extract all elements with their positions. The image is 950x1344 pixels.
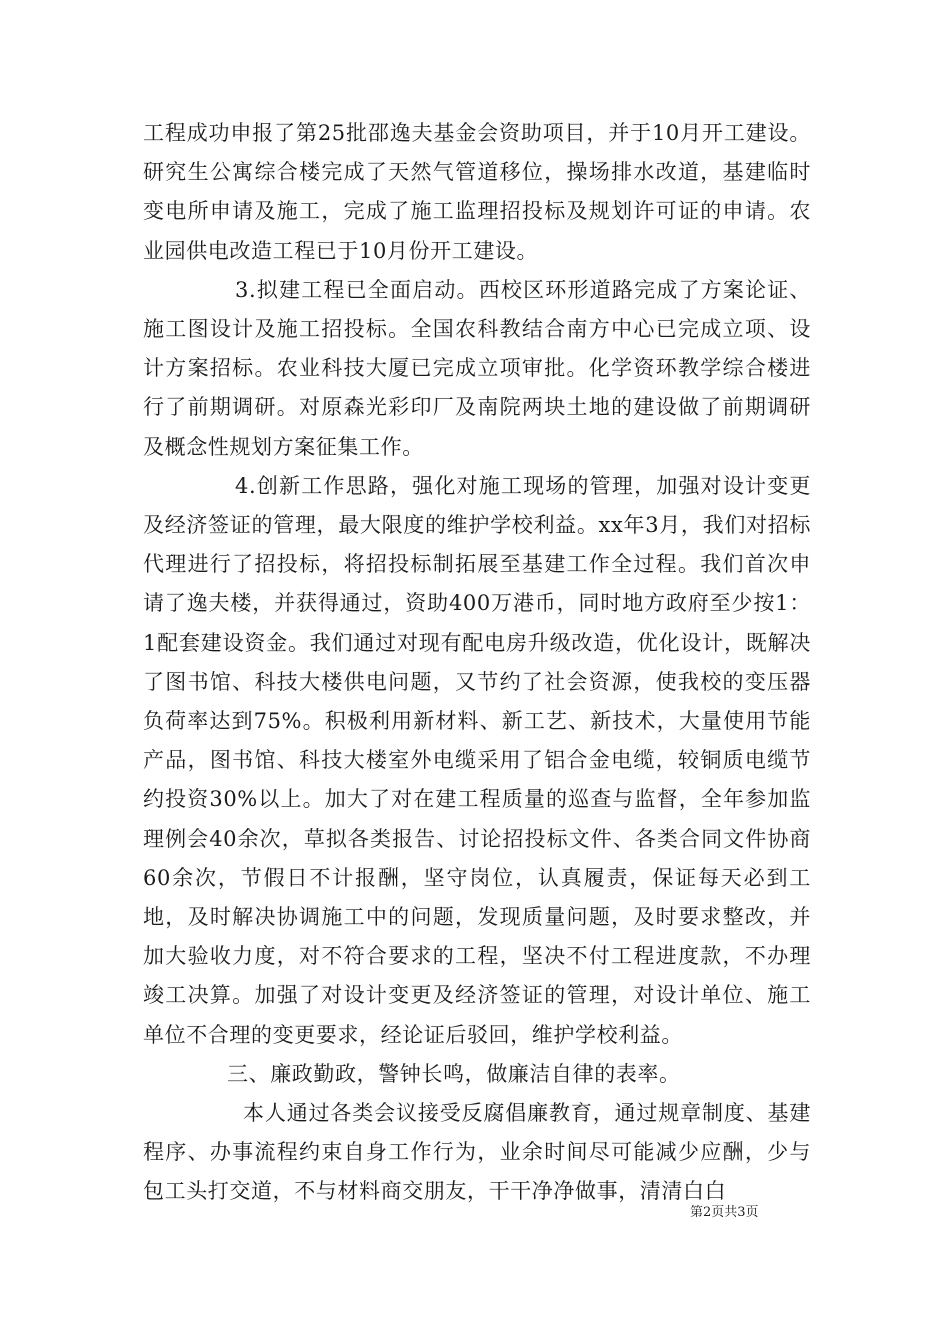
paragraph-self-discipline: 本人通过各类会议接受反腐倡廉教育，通过规章制度、基建程序、办事流程约束自身工作行为，业余时间尽可能减少应酬，少与包工头打交道，不与材料商交朋友，干干净净做事，清清白白 xyxy=(143,1101,811,1204)
page-number-footer: 第2页共3页 xyxy=(690,1205,759,1220)
paragraph-item-4: 4.创新工作思路，强化对施工现场的管理，加强对设计变更及经济签证的管理，最大限度的维护学校利益。xx年3月，我们对招标代理进行了招投标，将招投标制拓展至基建工作全过程。我们首次申请了逸夫楼，并获得通过，资助400万港币，同时地方政府至少按1：1配套建设资金。我们通过对现有配电房升级改造，优化设计，既解决了图书馆、科技大楼供电问题，又节约了社会资源，使我校的变压器负荷率达到75%。积极利用新材料、新工艺、新技术，大量使用节能产品，图书馆、科技大楼室外电缆采用了铝合金电缆，较铜质电缆节约投资30%以上。加大了对在建工程质量的巡查与监督，全年参加监理例会40余次，草拟各类报告、讨论招投标文件、各类合同文件协商60余次，节假日不计报酬，坚守岗位，认真履责，保证每天必到工地，及时解决协调施工中的问题，发现质量问题，及时要求整改，并加大验收力度，对不符合要求的工程，坚决不付工程进度款，不办理竣工决算。加强了对设计变更及经济签证的管理，对设计单位、施工单位不合理的变更要求，经论证后驳回，维护学校利益。 xyxy=(143,473,811,1047)
section-heading-3: 三、廉政勤政，警钟长鸣，做廉洁自律的表率。 xyxy=(227,1061,681,1086)
paragraph-item-3: 3.拟建工程已全面启动。西校区环形道路完成了方案论证、施工图设计及施工招投标。全国农科教结合南方中心已完成立项、设计方案招标。农业科技大厦已完成立项审批。化学资环教学综合楼进行了前期调研。对原森光彩印厂及南院两块土地的建设做了前期调研及概念性规划方案征集工作。 xyxy=(143,277,811,459)
document-body xyxy=(143,114,811,1212)
paragraph-continuation: 工程成功申报了第25批邵逸夫基金会资助项目，并于10月开工建设。研究生公寓综合楼完成了天然气管道移位，操场排水改道，基建临时变电所申请及施工，完成了施工监理招投标及规划许可证的申请。农业园供电改造工程已于10月份开工建设。 xyxy=(143,121,811,263)
